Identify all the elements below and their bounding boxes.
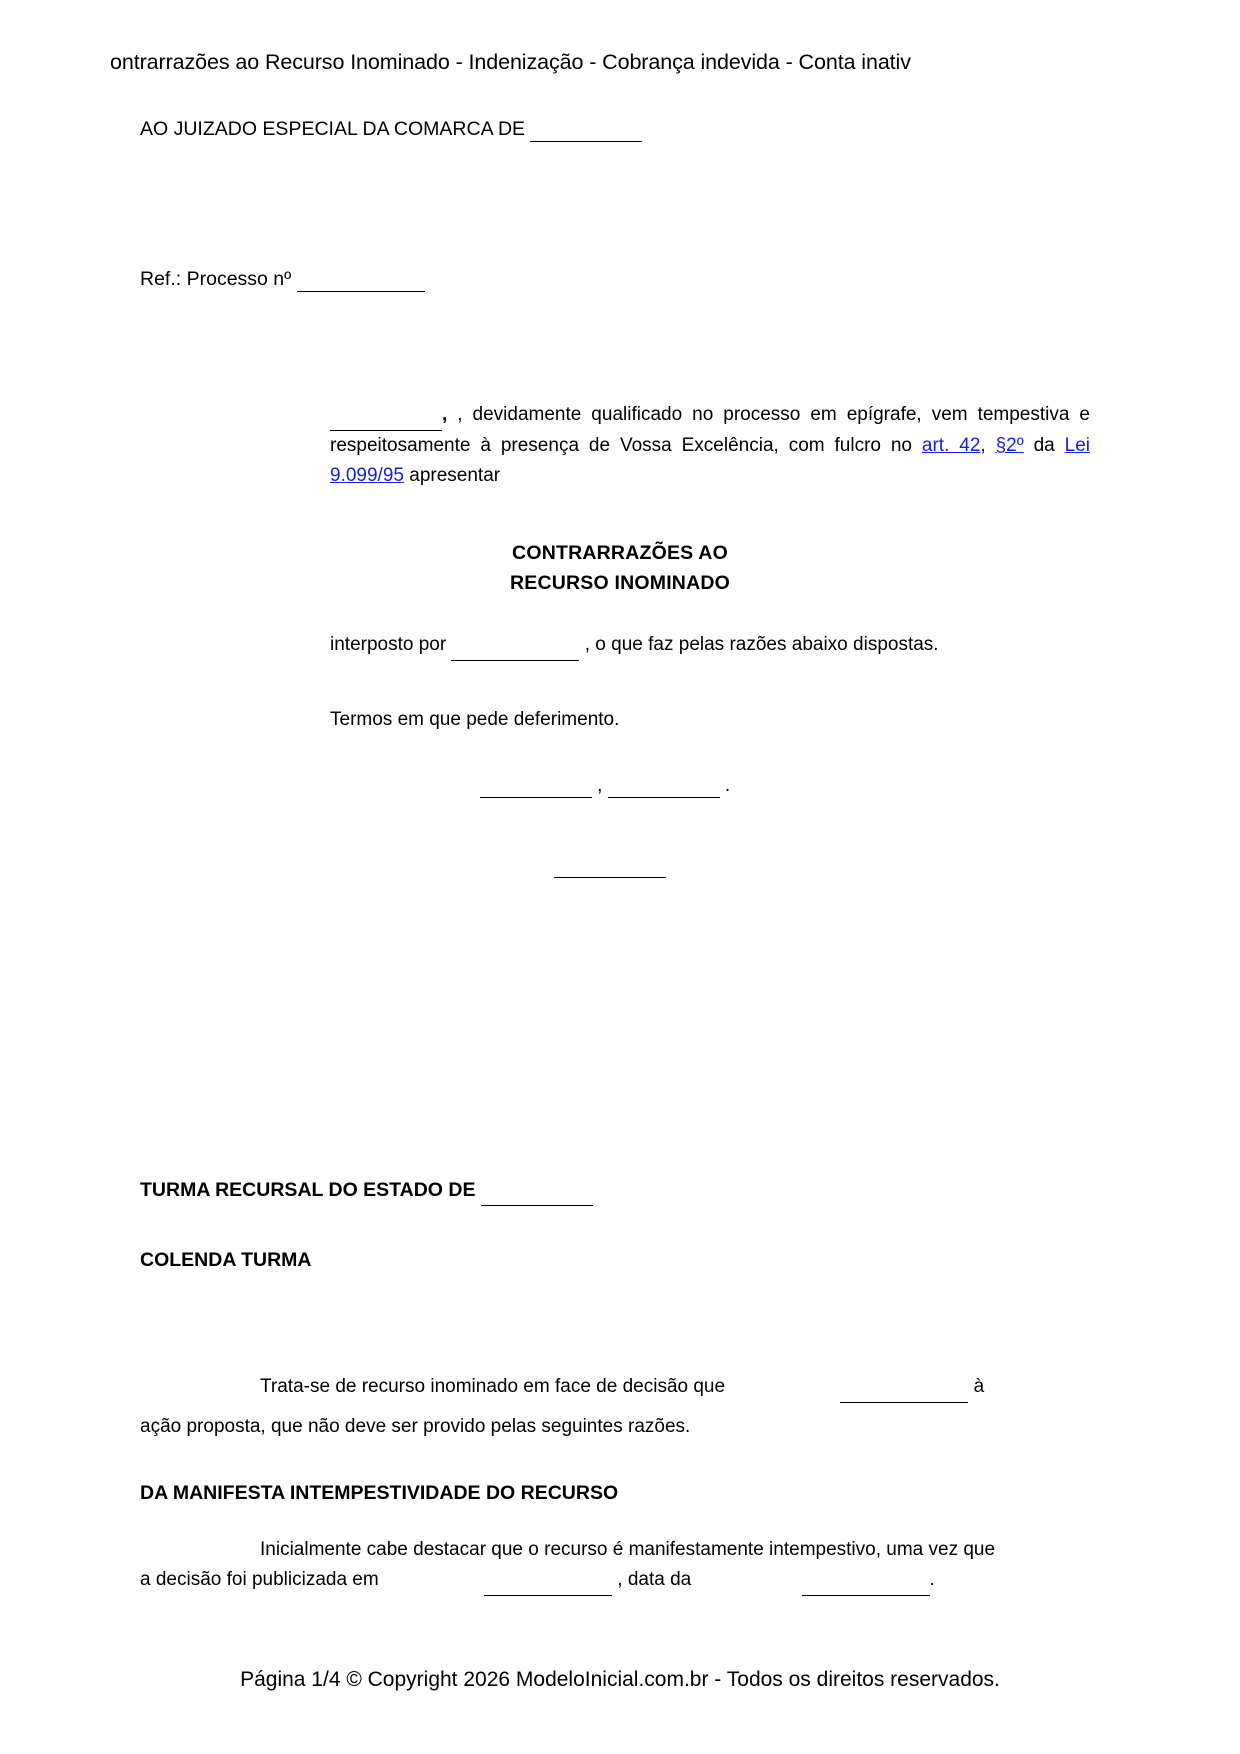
intro-tail: apresentar <box>403 465 501 486</box>
place-date-line <box>440 775 770 798</box>
document-title-line-2: RECURSO INOMINADO <box>509 572 731 594</box>
body-2-line-2-b: , data da <box>617 1569 692 1590</box>
intro-middle: da <box>1023 435 1065 456</box>
body-paragraph-2 <box>140 1535 1090 1565</box>
body-2-line-2-c: . <box>929 1569 935 1590</box>
party-name-blank <box>330 400 442 431</box>
interposed-suffix: , o que faz pelas razões abaixo dispostas. <box>584 634 939 655</box>
intro-separator-1: , <box>980 435 996 456</box>
document-title-line-1: CONTRARRAZÕES AO <box>512 542 728 564</box>
interposed-party-blank <box>451 630 579 661</box>
signature-blank <box>554 855 666 878</box>
publication-date-blank <box>484 1565 612 1596</box>
court-address-line <box>140 118 642 142</box>
body-1-start: Trata-se de recurso inominado em face de decisão que <box>260 1376 726 1397</box>
turma-heading-text: TURMA RECURSAL DO ESTADO DE <box>140 1179 476 1201</box>
signature-comma: , <box>597 775 603 796</box>
interposed-prefix: interposto por <box>330 634 447 655</box>
signature-period: . <box>724 775 731 796</box>
date-blank <box>608 775 720 798</box>
court-address-text: AO JUIZADO ESPECIAL DA COMARCA DE <box>140 118 526 140</box>
body-2-line-2-a: a decisão foi publicizada em <box>140 1569 379 1590</box>
process-reference-line <box>140 268 425 292</box>
decision-blank <box>840 1372 968 1403</box>
link-art-42[interactable]: art. 42 <box>921 435 981 456</box>
body-paragraph-2-line-2 <box>140 1565 1090 1596</box>
process-reference-label: Ref.: Processo nº <box>140 268 292 290</box>
document-header-title: ontrarrazões ao Recurso Inominado - Indenização - Cobrança indevida - Conta inativ <box>110 50 911 74</box>
process-number-blank <box>297 268 425 292</box>
link-paragraph-2[interactable]: §2º <box>995 435 1024 456</box>
link-lei-9099-95[interactable]: Lei 9.099/95 <box>330 435 1090 486</box>
body-1-tail: à <box>973 1376 985 1397</box>
place-blank <box>480 775 592 798</box>
intro-text: , devidamente qualificado no processo em epígrafe, vem tempestiva e respeitosamente à presença de Vossa Excelência, com fulcro no <box>330 404 1090 456</box>
court-name-blank <box>530 118 642 142</box>
body-2-line-1: Inicialmente cabe destacar que o recurso é manifestamente intempestivo, uma vez que <box>260 1539 996 1560</box>
body-paragraph-1 <box>140 1372 1090 1403</box>
intro-paragraph: , , devidamente qualificado no processo em epígrafe, vem tempestiva e respeitosamente à presença de Vossa Excelência, com fulcro no art. 42, §2º da Lei 9.099/95 apresentar <box>330 400 1090 491</box>
signature-line <box>490 855 730 878</box>
turma-state-blank <box>481 1175 593 1206</box>
page-footer: Página 1/4 © Copyright 2026 ModeloInicial.com.br - Todos os direitos reservados. <box>240 1668 1000 1691</box>
interposed-by-line <box>330 630 939 661</box>
colenda-heading: COLENDA TURMA <box>140 1249 312 1271</box>
section-heading-intempestividade: DA MANIFESTA INTEMPESTIVIDADE DO RECURSO <box>140 1482 619 1504</box>
body-paragraph-1-line-2: ação proposta, que não deve ser provido pelas seguintes razões. <box>140 1416 691 1437</box>
publication-source-blank <box>802 1565 930 1596</box>
terms-line: Termos em que pede deferimento. <box>330 709 620 730</box>
turma-heading <box>140 1175 593 1206</box>
